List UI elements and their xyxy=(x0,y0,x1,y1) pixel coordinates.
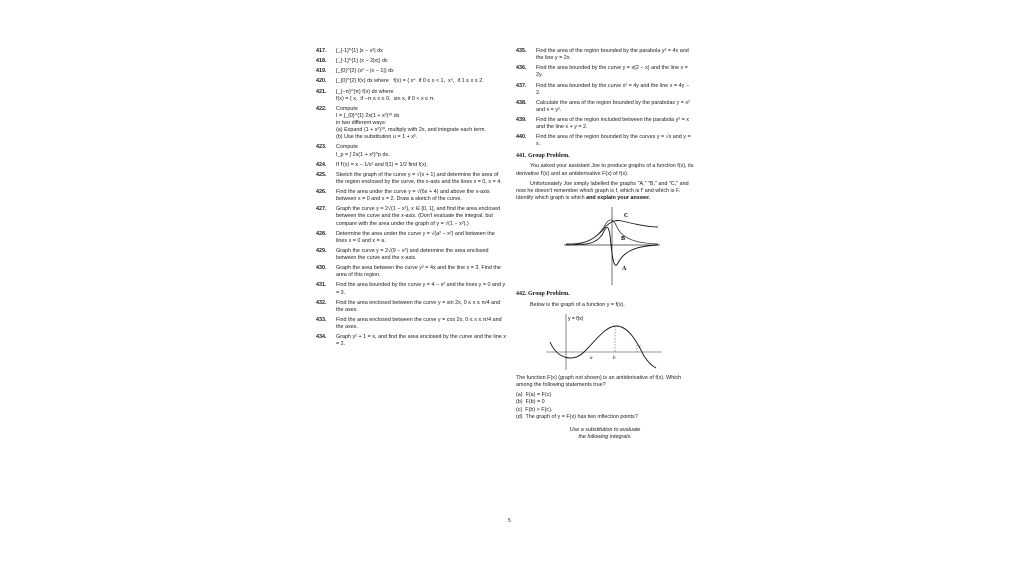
problem-number: 434. xyxy=(316,334,327,341)
problem-number: 431. xyxy=(316,282,327,289)
problem-number: 425. xyxy=(316,171,327,178)
problem-line: Calculate the area of the region bounded by the parabolas y = x² and x = y². xyxy=(536,99,692,113)
problem-text xyxy=(336,300,506,314)
problem-line: Graph y² + 1 = x, and find the area enclosed by the curve and the line x = 2. xyxy=(336,334,508,348)
problem-text xyxy=(336,206,506,227)
problem-number: 423. xyxy=(316,144,327,151)
problem-number: 426. xyxy=(316,189,327,195)
problem-text xyxy=(336,334,506,348)
function-graph-figure xyxy=(544,312,664,372)
problem-line: f(x) = { x, if −π ≤ x ≤ 0, sin x, if 0 < x ≤ π. xyxy=(336,95,435,102)
problem-438 xyxy=(516,100,694,114)
problem-423 xyxy=(316,144,506,158)
problem-line: ∫_{-1}^{1} (x − 2|x|) dx xyxy=(336,58,388,65)
graph-label: y = f(x) xyxy=(568,316,584,323)
problem-number: 417. xyxy=(316,48,327,54)
problem-line: ∫_{-1}^{1} |x − x³| dx xyxy=(336,48,383,54)
problem-430 xyxy=(316,265,506,279)
problem-number: 421. xyxy=(316,88,327,95)
group-problem-title: Group Problem. xyxy=(528,291,570,298)
problem-number: 430. xyxy=(316,265,327,272)
problem-number: 418. xyxy=(316,58,327,65)
problem-line: ∫_{0}^{2} (x² − |x − 1|) dx xyxy=(336,68,394,75)
problem-text xyxy=(536,83,694,97)
section-note-line: Use a substitution to evaluate xyxy=(569,426,641,433)
problem-text xyxy=(336,144,506,158)
problem-433 xyxy=(316,317,506,331)
problem-line: Graph the area between the curve y² = 4x and the line x = 3. Find the area of this region. xyxy=(336,265,503,279)
group-problem-441 xyxy=(516,153,694,288)
group-problem-title: Group Problem. xyxy=(528,152,570,159)
problem-text xyxy=(336,317,506,331)
option: (a) F(a) = F(c) xyxy=(516,392,552,399)
problem-number: 439. xyxy=(516,117,527,123)
problem-line: Find the area under the curve y = √(6x + 4) and above the x-axis between x = 0 and x = 2. Draw a sketch of the curve. xyxy=(336,189,492,203)
label-b: B xyxy=(621,236,626,243)
problem-420 xyxy=(316,78,506,85)
paragraph: The function F(x) (graph not shown) is an antiderivative of f(x). Which among the following statements true? xyxy=(516,375,682,389)
problem-number: 428. xyxy=(316,230,327,237)
problem-line: I_p = ∫ 2x(1 + x²)^p dx. xyxy=(336,151,390,158)
problem-text xyxy=(336,282,506,296)
problem-417 xyxy=(316,48,506,55)
problem-text xyxy=(336,231,506,245)
problem-425 xyxy=(316,172,506,186)
tick-a: a xyxy=(590,356,593,362)
problem-429 xyxy=(316,248,506,262)
problem-436 xyxy=(516,65,694,79)
problem-419 xyxy=(316,68,506,75)
problem-text xyxy=(536,65,694,79)
tick-b: b xyxy=(613,356,616,362)
problem-432 xyxy=(316,300,506,314)
paragraph: You asked your assistant Joe to produce graphs of a function f(x), its derivative f′(x) and an antiderivative F(x) of f(x). xyxy=(516,163,694,177)
problem-422 xyxy=(316,106,506,142)
problem-line: Find the area enclosed between the curve y = sin 2x, 0 ≤ x ≤ π/4 and the axes. xyxy=(336,299,502,313)
problem-text xyxy=(336,48,506,55)
problem-text xyxy=(336,189,506,203)
tick-c: c xyxy=(639,345,642,351)
option: (c) F(b) > F(c). xyxy=(516,406,553,413)
problem-line: Graph the curve y = 2√(9 − x²) and determine the area enclosed between the curve and the x-axis. xyxy=(336,247,490,261)
problem-421 xyxy=(316,89,506,103)
option: (b) F(b) = 0 xyxy=(516,399,545,406)
problem-418 xyxy=(316,58,506,65)
right-column xyxy=(516,48,694,441)
problem-number: 419. xyxy=(316,68,327,75)
problem-number: 437. xyxy=(516,82,527,89)
label-c: C xyxy=(624,213,629,220)
option: (d) The graph of y = F(x) has two inflection points? xyxy=(516,413,638,420)
problem-428 xyxy=(316,231,506,245)
problem-number: 441. xyxy=(516,152,527,159)
problem-text xyxy=(336,248,506,262)
problem-text xyxy=(336,68,506,75)
problem-line: Determine the area under the curve y = √(a² − x²) and between the lines x = 0 and x = a. xyxy=(336,230,497,244)
problem-text xyxy=(536,48,694,62)
problem-line: Find the area of the region bounded by the parabola y² = 4x and the line y = 2x. xyxy=(536,48,691,62)
problem-number: 424. xyxy=(316,161,327,168)
problem-number: 429. xyxy=(316,247,327,254)
problem-424 xyxy=(316,162,506,169)
problem-number: 420. xyxy=(316,78,327,85)
problem-426 xyxy=(316,189,506,203)
problem-line: Find the area of the region bounded by the curves y = √x and y = x. xyxy=(536,134,693,148)
problem-line: Find the area enclosed between the curve y = cos 2x, 0 ≤ x ≤ π/4 and the axes. xyxy=(336,316,504,330)
problem-435 xyxy=(516,48,694,62)
problem-line: (a) Expand (1 + x²)¹⁰, multiply with 2x, and integrate each term. xyxy=(336,127,487,134)
page-number: 5 xyxy=(508,518,511,524)
problem-line: Compute xyxy=(336,105,358,112)
problem-line: Find the area bounded by the curve y = 4 − x² and the lines y = 0 and y = 3. xyxy=(336,282,507,296)
problem-text xyxy=(336,106,506,142)
problem-text xyxy=(336,162,506,169)
right-problem-list xyxy=(516,48,694,149)
problem-number: 432. xyxy=(316,299,327,306)
problem-line: Graph the curve y = 2√(1 − x²), x ∈ [0, 1], and find the area enclosed between the curve and the x-axis. (Don't evaluate the integral, but compare with the area under the graph of y = √(1 − x²).) xyxy=(336,206,502,227)
section-note xyxy=(516,427,694,441)
problem-text xyxy=(336,172,506,186)
group-problem-442 xyxy=(516,291,694,441)
problem-437 xyxy=(516,83,694,97)
problem-line: ∫_{−π}^{π} f(x) dx where xyxy=(336,88,394,95)
paragraph-text: Unfortunately Joe simply labelled the graphs "A," "B," and "C," and now he doesn't remember which graph is f, which is f′ and which is F. Identify which graph is which xyxy=(516,180,689,201)
problem-text xyxy=(536,100,694,114)
problem-427 xyxy=(316,206,506,227)
problem-line: Find the area of the region included between the parabola y² = x and the line x + y = 2. xyxy=(536,117,691,131)
left-column xyxy=(316,48,506,351)
problem-number: 435. xyxy=(516,48,527,54)
section-note-line: the following integrals. xyxy=(578,433,632,440)
problem-434 xyxy=(316,334,506,348)
paragraph: Below is the graph of a function y = f(x). xyxy=(530,301,625,308)
problem-line: If f′(x) = x − 1/x² and f(1) = 1/2 find f(x). xyxy=(336,161,428,168)
problem-text xyxy=(536,134,694,148)
paragraph-emphasis: and explain your answer. xyxy=(586,194,651,201)
problem-line: Find the area bounded by the curve y = x(2 − x) and the line x = 2y. xyxy=(536,65,690,79)
problem-number: 422. xyxy=(316,105,327,112)
problem-line: Sketch the graph of the curve y = √(x + 1) and determine the area of the region enclosed by the curve, the x-axis and the lines x = 0, x = 4. xyxy=(336,171,502,185)
problem-line: I = ∫_{0}^{1} 2x(1 + x²)¹⁰ dx xyxy=(336,112,400,119)
problem-text xyxy=(536,117,694,131)
problem-number: 442. xyxy=(516,291,527,298)
problem-text xyxy=(336,58,506,65)
problem-text xyxy=(336,78,506,85)
problem-line: (b) Use the substitution u = 1 + x². xyxy=(336,134,418,141)
three-graphs-figure xyxy=(562,205,662,287)
problem-number: 440. xyxy=(516,134,527,141)
problem-line: in two different ways: xyxy=(336,120,387,126)
problem-line: Compute xyxy=(336,144,358,151)
problem-number: 438. xyxy=(516,99,527,106)
problem-text xyxy=(336,89,506,103)
label-a: A xyxy=(622,266,627,273)
paragraph xyxy=(516,181,694,202)
problem-number: 433. xyxy=(316,316,327,323)
problem-text xyxy=(336,265,506,279)
problem-440 xyxy=(516,134,694,148)
problem-number: 427. xyxy=(316,206,327,213)
problem-line: ∫_{0}^{2} f(x) dx where f(x) = { x⁴ if 0 ≤ x < 1, x⁵, if 1 ≤ x ≤ 2. xyxy=(336,78,484,85)
problem-431 xyxy=(316,282,506,296)
problem-number: 436. xyxy=(516,65,527,72)
problem-439 xyxy=(516,117,694,131)
problem-line: Find the area bounded by the curve x² = 4y and the line x = 4y − 2. xyxy=(536,82,691,96)
